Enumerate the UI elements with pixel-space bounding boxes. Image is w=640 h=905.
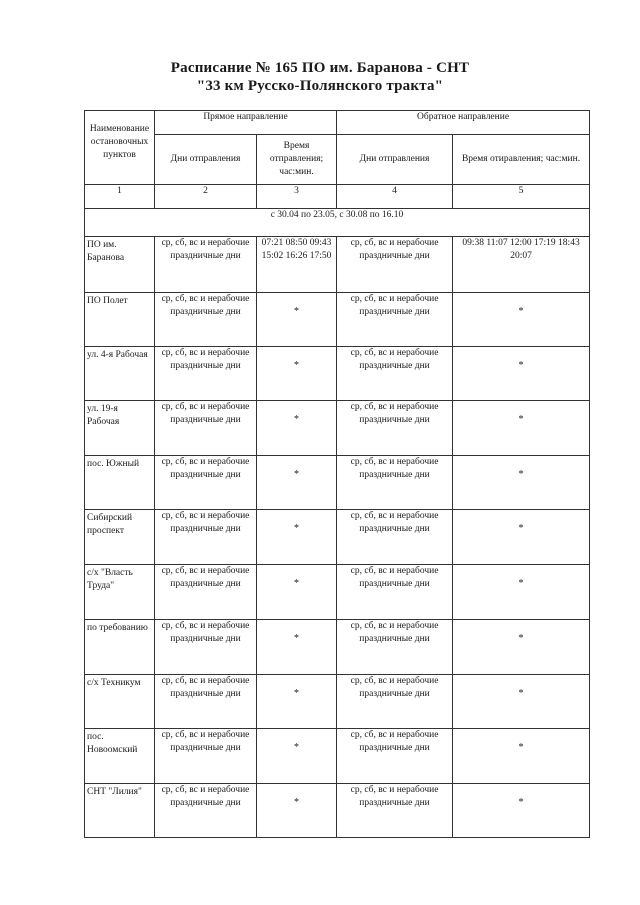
page-subtitle: "33 км Русско-Полянского тракта" bbox=[196, 78, 444, 94]
table-row bbox=[85, 456, 590, 510]
stop-name-cell: пос. Южный bbox=[85, 456, 155, 510]
backward-days-cell: ср, сб, вс и нерабочие праздничные дни bbox=[337, 729, 453, 784]
forward-days-cell: ср, сб, вс и нерабочие праздничные дни bbox=[155, 456, 257, 510]
forward-time-cell: * bbox=[257, 347, 337, 401]
backward-time-cell: 09:38 11:07 12:00 17:19 18:43 20:07 bbox=[453, 237, 590, 293]
backward-days-cell: ср, сб, вс и нерабочие праздничные дни bbox=[337, 237, 453, 293]
forward-days-cell: ср, сб, вс и нерабочие праздничные дни bbox=[155, 401, 257, 456]
backward-time-cell: * bbox=[453, 401, 590, 456]
forward-time-cell: 07:21 08:50 09:43 15:02 16:26 17:50 bbox=[257, 237, 337, 293]
backward-time-cell: * bbox=[453, 293, 590, 347]
forward-days-cell: ср, сб, вс и нерабочие праздничные дни bbox=[155, 784, 257, 838]
header-fwd-time: Время отправления; час:мин. bbox=[257, 135, 337, 185]
backward-time-cell: * bbox=[453, 456, 590, 510]
table-row bbox=[85, 675, 590, 729]
stop-name-cell: пос. Новоомский bbox=[85, 729, 155, 784]
table-row bbox=[85, 620, 590, 675]
forward-time-cell: * bbox=[257, 565, 337, 620]
backward-days-cell: ср, сб, вс и нерабочие праздничные дни bbox=[337, 565, 453, 620]
forward-days-cell: ср, сб, вс и нерабочие праздничные дни bbox=[155, 729, 257, 784]
stop-name-cell: с/х Техникум bbox=[85, 675, 155, 729]
column-number: 2 bbox=[155, 185, 257, 209]
stop-name-cell: ПО Полет bbox=[85, 293, 155, 347]
header-forward: Прямое направление bbox=[155, 111, 337, 135]
table-row bbox=[85, 565, 590, 620]
forward-time-cell: * bbox=[257, 784, 337, 838]
backward-time-cell: * bbox=[453, 565, 590, 620]
stop-name-cell: ПО им. Баранова bbox=[85, 237, 155, 293]
stop-name-cell: ул. 19-я Рабочая bbox=[85, 401, 155, 456]
backward-time-cell: * bbox=[453, 347, 590, 401]
backward-days-cell: ср, сб, вс и нерабочие праздничные дни bbox=[337, 401, 453, 456]
forward-time-cell: * bbox=[257, 401, 337, 456]
period-row: с 30.04 по 23.05, с 30.08 по 16.10 bbox=[85, 209, 590, 237]
header-stop-name: Наименование остановочных пунктов bbox=[85, 111, 155, 185]
column-number-row bbox=[85, 185, 590, 209]
table-row bbox=[85, 347, 590, 401]
forward-time-cell: * bbox=[257, 729, 337, 784]
forward-days-cell: ср, сб, вс и нерабочие праздничные дни bbox=[155, 510, 257, 565]
table-row bbox=[85, 729, 590, 784]
column-number: 1 bbox=[85, 185, 155, 209]
backward-days-cell: ср, сб, вс и нерабочие праздничные дни bbox=[337, 784, 453, 838]
column-number: 5 bbox=[453, 185, 590, 209]
forward-time-cell: * bbox=[257, 456, 337, 510]
forward-days-cell: ср, сб, вс и нерабочие праздничные дни bbox=[155, 620, 257, 675]
backward-time-cell: * bbox=[453, 620, 590, 675]
header-fwd-days: Дни отправления bbox=[155, 135, 257, 185]
stop-name-cell: с/х "Власть Труда" bbox=[85, 565, 155, 620]
stop-name-cell: Сибирский проспект bbox=[85, 510, 155, 565]
stop-name-cell: СНТ "Лилия" bbox=[85, 784, 155, 838]
backward-days-cell: ср, сб, вс и нерабочие праздничные дни bbox=[337, 510, 453, 565]
table-row bbox=[85, 293, 590, 347]
schedule-table bbox=[84, 110, 590, 838]
backward-time-cell: * bbox=[453, 675, 590, 729]
column-number: 3 bbox=[257, 185, 337, 209]
forward-time-cell: * bbox=[257, 293, 337, 347]
table-row bbox=[85, 401, 590, 456]
table-row bbox=[85, 237, 590, 293]
forward-days-cell: ср, сб, вс и нерабочие праздничные дни bbox=[155, 237, 257, 293]
header-bwd-time: Время отиравления; час:мин. bbox=[453, 135, 590, 185]
forward-days-cell: ср, сб, вс и нерабочие праздничные дни bbox=[155, 347, 257, 401]
table-row bbox=[85, 510, 590, 565]
forward-time-cell: * bbox=[257, 675, 337, 729]
backward-days-cell: ср, сб, вс и нерабочие праздничные дни bbox=[337, 293, 453, 347]
header-bwd-days: Дни отправления bbox=[337, 135, 453, 185]
forward-days-cell: ср, сб, вс и нерабочие праздничные дни bbox=[155, 565, 257, 620]
page-title: Расписание № 165 ПО им. Баранова - СНТ bbox=[170, 60, 470, 76]
backward-time-cell: * bbox=[453, 784, 590, 838]
forward-time-cell: * bbox=[257, 620, 337, 675]
forward-time-cell: * bbox=[257, 510, 337, 565]
table-row bbox=[85, 784, 590, 838]
backward-days-cell: ср, сб, вс и нерабочие праздничные дни bbox=[337, 456, 453, 510]
backward-days-cell: ср, сб, вс и нерабочие праздничные дни bbox=[337, 675, 453, 729]
backward-time-cell: * bbox=[453, 510, 590, 565]
backward-time-cell: * bbox=[453, 729, 590, 784]
backward-days-cell: ср, сб, вс и нерабочие праздничные дни bbox=[337, 347, 453, 401]
forward-days-cell: ср, сб, вс и нерабочие праздничные дни bbox=[155, 293, 257, 347]
column-number: 4 bbox=[337, 185, 453, 209]
stop-name-cell: по требованию bbox=[85, 620, 155, 675]
stop-name-cell: ул. 4-я Рабочая bbox=[85, 347, 155, 401]
header-backward: Обратное направление bbox=[337, 111, 590, 135]
forward-days-cell: ср, сб, вс и нерабочие праздничные дни bbox=[155, 675, 257, 729]
backward-days-cell: ср, сб, вс и нерабочие праздничные дни bbox=[337, 620, 453, 675]
